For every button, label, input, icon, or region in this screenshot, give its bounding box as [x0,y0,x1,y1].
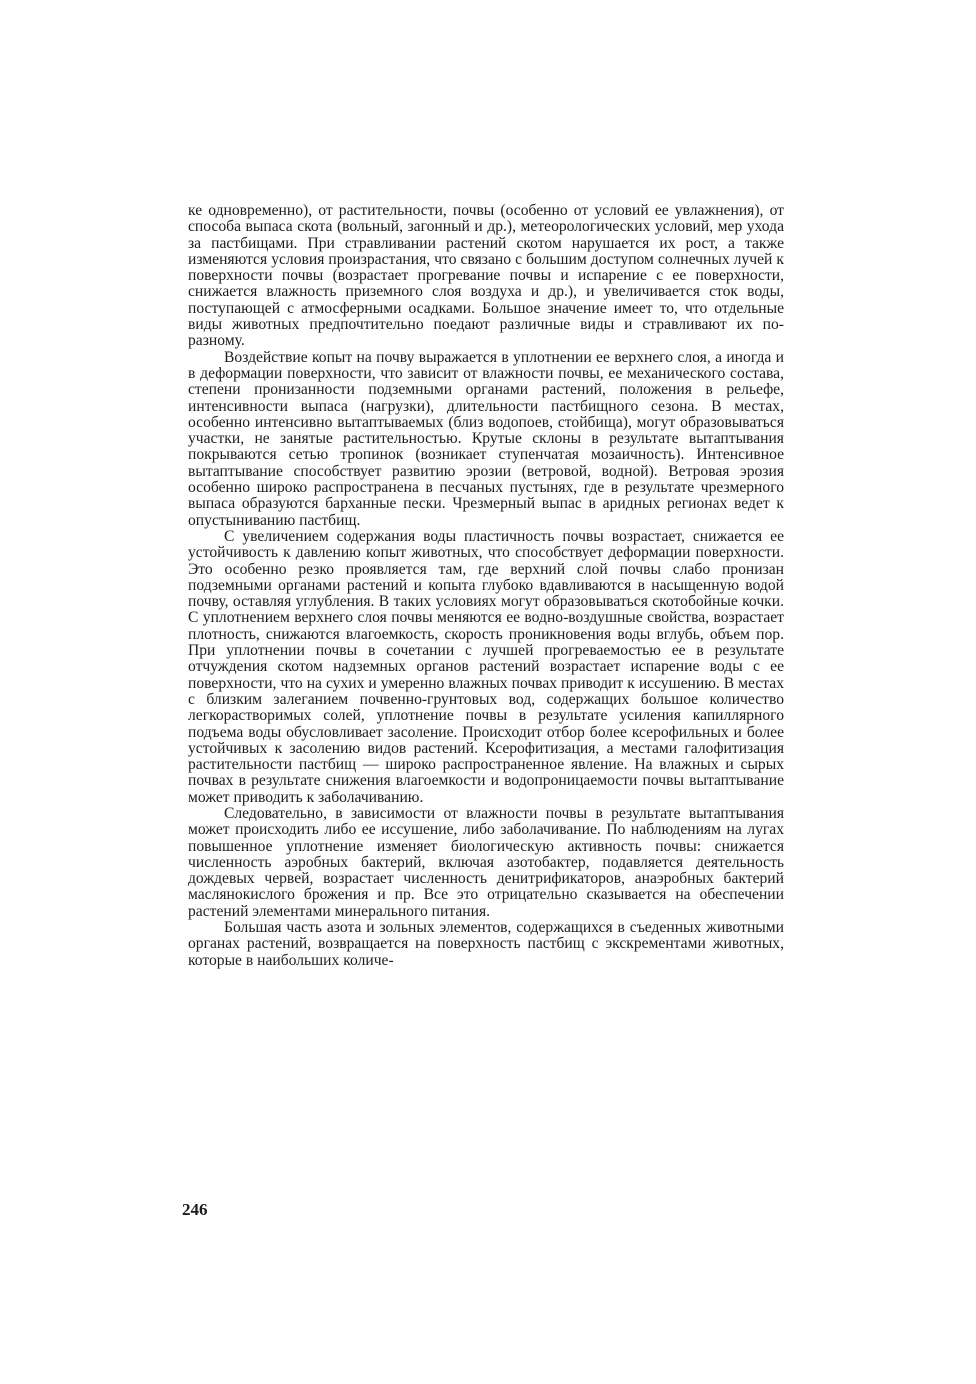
page-number: 246 [182,1200,208,1219]
paragraph-1: ке одновременно), от растительности, почвы (особенно от условий ее увлажнения), от способа выпаса скота (вольный, загонный и др.), метеорологических условий, мер ухода за пастбищами. При стравливании растений скотом нарушается их рост, а также изменяются условия произрастания, что связано с большим доступом солнечных лучей к поверхности почвы (возрастает прогревание почвы и испарение с ее поверхности, снижается влажность приземного слоя воздуха и др.), и увеличивается сток воды, поступающей с атмосферными осадками. Большое значение имеет то, что отдельные виды животных предпочтительно поедают различные виды и стравливают их по-разному. [188,202,784,350]
page-body [188,203,784,969]
paragraph-3: С увеличением содержания воды пластичность почвы возрастает, снижается ее устойчивость к давлению копыт животных, что способствует деформации поверхности. Это особенно резко проявляется там, где верхний слой почвы слабо пронизан подземными органами растений и копыта глубоко вдавливаются в насыщенную водой почву, оставляя углубления. В таких условиях могут образовываться скотобойные кочки. С уплотнением верхнего слоя почвы меняются ее водно-воздушные свойства, возрастает плотность, снижаются влагоемкость, скорость проникновения воды вглубь, объем пор. При уплотнении почвы в сочетании с лучшей прогреваемостью ее в результате отчуждения скотом надземных органов растений возрастает испарение воды с ее поверхности, что на сухих и умеренно влажных почвах приводит к иссушению. В местах с близким залеганием почвенно-грунтовых вод, содержащих большое количество легкорастворимых солей, уплотнение почвы в результате усиления капиллярного подъема воды обусловливает засоление. Происходит отбор более ксерофильных и более устойчивых к засолению видов растений. Ксерофитизация, а местами галофитизация растительности пастбищ — широко распространенное явление. На влажных и сырых почвах в результате снижения влагоемкости и водопроницаемости почвы вытаптывание может приводить к заболачиванию. [188,527,784,806]
paragraph-2: Воздействие копыт на почву выражается в уплотнении ее верхнего слоя, а иногда и в деформации поверхности, что зависит от влажности почвы, ее механического состава, степени пронизанности подземными органами растений, положения в рельефе, интенсивности выпаса (нагрузки), длительности пастбищного сезона. В местах, особенно интенсивно вытаптываемых (близ водопоев, стойбища), могут образовываться участки, не занятые растительностью. Крутые склоны в результате вытаптывания покрываются сетью тропинок (возникает ступенчатая мозаичность). Интенсивное вытаптывание способствует развитию эрозии (ветровой, водной). Ветровая эрозия особенно широко распространена в песчаных пустынях, где в результате чрезмерного выпаса образуются барханные пески. Чрезмерный выпас в аридных регионах ведет к опустыниванию пастбищ. [188,348,784,529]
paragraph-5: Большая часть азота и зольных элементов, содержащихся в съеденных животными органах растений, возвращается на поверхность пастбищ с экскрементами животных, которые в наибольших количе- [188,919,784,969]
paragraph-4: Следовательно, в зависимости от влажности почвы в результате вытаптывания может происходить либо ее иссушение, либо заболачивание. По наблюдениям на лугах повышенное уплотнение изменяет биологическую активность почвы: снижается численность аэробных бактерий, включая азотобактер, подавляется деятельность дождевых червей, возрастает численность денитрификаторов, анаэробных бактерий маслянокислого брожения и пр. Все это отрицательно сказывается на обеспечении растений элементами минерального питания. [188,804,784,920]
